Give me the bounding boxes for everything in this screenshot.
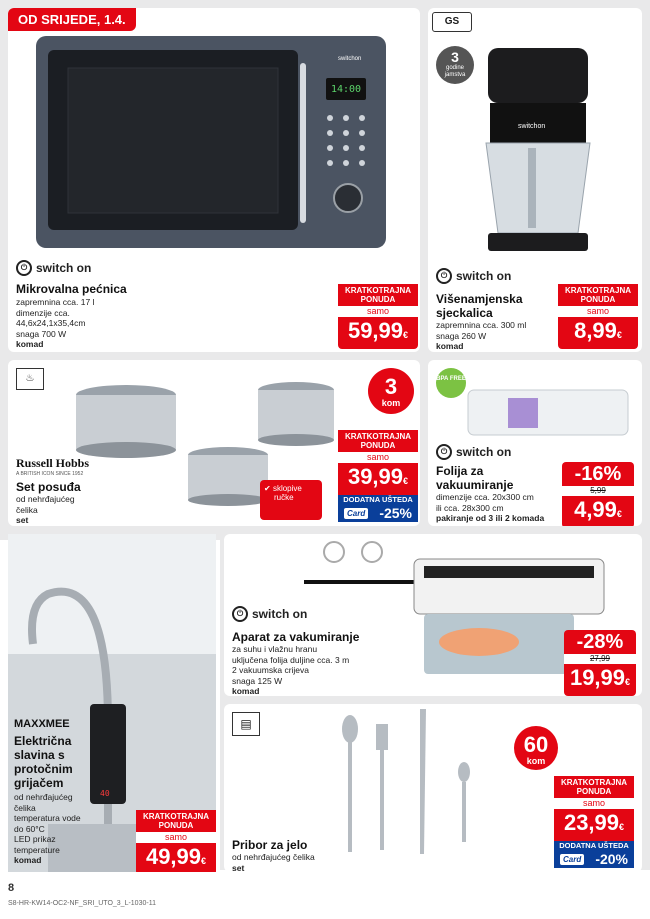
loyalty-card-icon: Card [560,854,584,865]
foil-desc-line: dimenzije cca. 20x300 cm [436,492,534,502]
vacuum-desc-line: 2 vakuumska crijeva [232,665,310,675]
vacuum-description [232,644,349,696]
pots-piece-count-badge [368,368,414,414]
chopper-device-brand: switchon [518,123,546,130]
vacuum-panel[interactable] [224,534,642,696]
foil-old-price: 5,99 [562,486,634,496]
faucet-title-line: Električna [14,734,72,748]
warranty-years: 3 [451,49,459,65]
check-icon: ✔ [264,484,271,493]
chopper-desc-line: zapremnina cca. 300 ml [436,320,527,330]
chopper-desc-line: snaga 260 W [436,330,487,341]
pots-piece-unit: kom [381,398,401,408]
short-offer-badge: KRATKOTRAJNA PONUDA [558,284,638,306]
pots-brand-sub: A BRITISH ICON SINCE 1952 [16,471,84,477]
microwave-device-brand: switchon [338,56,362,62]
gs-cert-icon: GS [432,12,472,32]
foil-brand-name: switch on [456,445,512,459]
samo-label: samo [338,452,418,463]
chopper-price-box [558,284,638,349]
foil-title-line: Folija za [436,464,484,478]
faucet-desc-line: od nehrđajućeg [14,792,73,802]
microwave-unit: komad [16,339,44,349]
loyalty-card-icon: Card [344,508,368,519]
faucet-desc-line: do 60°C [14,823,45,834]
microwave-description [16,297,94,350]
cutlery-piece-count: 60 [523,732,549,757]
bpa-free-badge: BPA FREE [436,368,466,398]
pots-brand-name: Russell Hobbs [16,456,90,470]
chopper-price: 8,99€ [558,317,638,349]
vacuum-brand-name: switch on [252,607,308,621]
pots-price: 39,99€ [338,463,418,495]
vacuum-unit: komad [232,686,260,696]
microwave-price-box [338,284,418,349]
cutlery-extra-discount: -20% [595,851,628,867]
microwave-title: Mikrovalna pećnica [16,282,127,296]
extra-saving-label: DODATNA UŠTEDA [338,495,418,504]
vacuum-desc-line: snaga 125 W [232,675,283,686]
foil-pack: pakiranje od 3 ili 2 komada [436,513,545,523]
chopper-title [436,292,523,320]
foil-desc-line: ili cca. 28x300 cm [436,502,504,513]
faucet-desc-line: čelika [14,802,36,813]
pots-desc-line: od nehrđajućeg [16,494,75,504]
microwave-image [8,8,420,268]
cutlery-description [232,852,315,872]
faucet-title-line: grijačem [14,776,64,790]
samo-label: samo [558,306,638,317]
warranty-badge [436,46,474,84]
foil-discount: -16% [562,462,634,486]
foil-price: 4,99€ [562,496,634,526]
cutlery-piece-unit: kom [526,756,546,766]
foldable-handles-tag [260,480,322,520]
foil-brand-logo [436,444,511,460]
microwave-panel[interactable] [8,8,420,352]
foil-title [436,464,513,492]
pots-panel[interactable] [8,360,420,526]
short-offer-badge: KRATKOTRAJNA PONUDA [136,810,216,832]
power-icon: ⏻ [436,268,452,284]
power-icon: ⏻ [16,260,32,276]
chopper-brand-name: switch on [456,269,512,283]
extra-saving-row [338,504,418,522]
vacuum-price: 19,99€ [564,664,636,696]
cutlery-panel[interactable] [224,704,642,872]
pots-brand-logo [16,456,89,477]
pots-unit: set [16,515,29,525]
faucet-brand-logo: MAXXMEE [14,718,70,730]
short-offer-badge: KRATKOTRAJNA PONUDA [338,430,418,452]
warranty-label: godine [445,65,465,71]
faucet-desc-line: LED prikaz [14,834,56,844]
chopper-brand-logo [436,268,511,284]
faucet-title [14,734,73,790]
faucet-description [14,792,81,866]
microwave-desc-line: 44,6x24,1x35,4cm [16,318,86,328]
chopper-description [436,320,526,352]
foldable-label: ručke [274,493,294,502]
short-offer-badge: KRATKOTRAJNA PONUDA [554,776,634,798]
microwave-brand-name: switch on [36,261,92,275]
cutlery-title: Pribor za jelo [232,838,308,852]
cutlery-price: 23,99€ [554,809,634,841]
microwave-desc-line: dimenzije cca. [16,307,70,318]
samo-label: samo [338,306,418,317]
cutlery-price-box [554,776,634,868]
samo-label: samo [554,798,634,809]
faucet-unit: komad [14,855,42,865]
pots-piece-count: 3 [384,374,398,399]
short-offer-badge: KRATKOTRAJNA PONUDA [338,284,418,306]
extra-saving-label: DODATNA UŠTEDA [554,841,634,850]
extra-saving-row [554,850,634,868]
vacuum-old-price: 27,99 [564,654,636,664]
pots-extra-discount: -25% [379,505,412,521]
foil-price-box [562,462,634,526]
vacuum-desc-line: uključena folija duljine cca. 3 m [232,654,350,665]
faucet-panel[interactable] [8,534,216,872]
power-icon: ⏻ [232,606,248,622]
stovetop-icon: ♨ [16,368,44,390]
pots-description [16,494,75,526]
microwave-desc-line: snaga 700 W [16,328,67,339]
faucet-title-line: protočnim [14,762,73,776]
faucet-price: 49,99€ [136,843,216,872]
offer-date-tag: OD SRIJEDE, 1.4. [8,8,136,31]
cutlery-unit: set [232,862,245,872]
faucet-title-line: slavina s [14,748,65,762]
pots-price-box [338,430,418,522]
microwave-display: 14:00 [330,84,362,95]
faucet-desc-line: temperatura vode [14,813,81,823]
dishwasher-safe-icon: ▤ [232,712,260,736]
cutlery-desc-line: od nehrđajućeg čelika [232,852,315,862]
pots-desc-line: čelika [16,504,38,515]
microwave-desc-line: zapremnina cca. 17 l [16,297,95,307]
microwave-price: 59,99€ [338,317,418,349]
microwave-brand-logo [16,260,91,276]
pots-title: Set posuđa [16,480,81,494]
chopper-unit: komad [436,341,464,351]
print-code: S8-HR-KW14-OC2-NF_SRI_UTO_3_L-1030-11 [8,900,156,907]
vacuum-brand-logo [232,606,307,622]
warranty-label: jamstva [444,72,466,78]
chopper-title-line: Višenamjenska [436,292,523,306]
faucet-price-box [136,810,216,872]
vacuum-price-box [564,630,636,696]
foldable-label: sklopive [272,484,302,493]
vacuum-title: Aparat za vakumiranje [232,630,360,644]
foil-description [436,492,544,524]
foil-title-line: vakuumiranje [436,478,514,492]
vacuum-desc-line: za suhu i vlažnu hranu [232,644,318,654]
power-icon: ⏻ [436,444,452,460]
faucet-led-display: 40 [100,789,110,798]
samo-label: samo [136,832,216,843]
vacuum-discount: -28% [564,630,636,654]
page-number: 8 [8,882,15,894]
faucet-desc-line: temperature [14,844,60,855]
chopper-panel[interactable] [428,8,642,352]
cutlery-piece-count-badge [514,726,558,770]
foil-panel[interactable] [428,360,642,526]
chopper-title-line: sjeckalica [436,306,493,320]
